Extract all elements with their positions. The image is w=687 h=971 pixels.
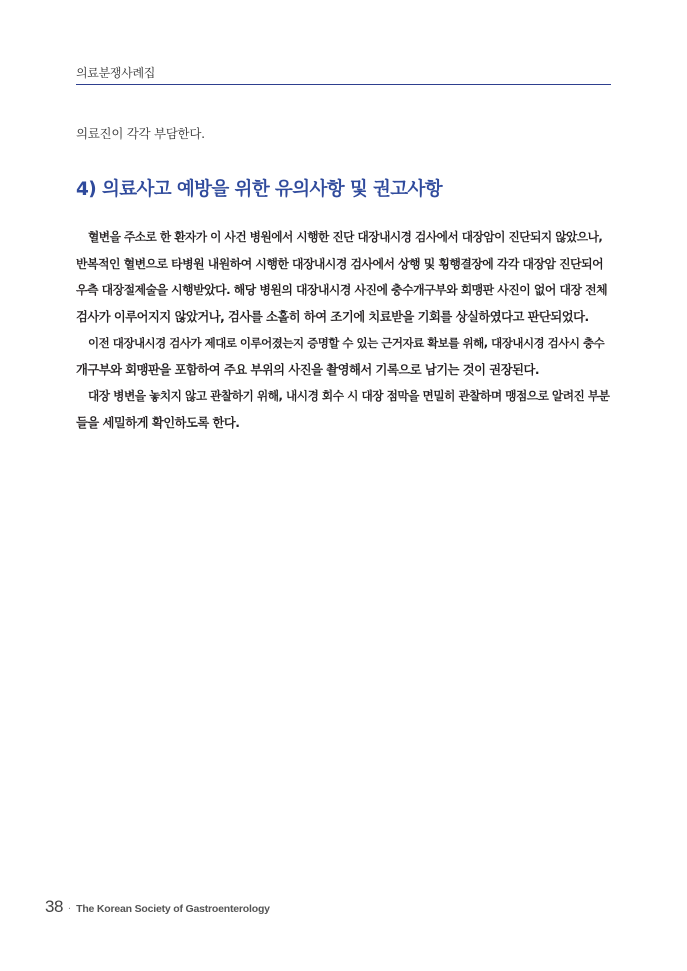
- running-header-title: 의료분쟁사례집: [76, 66, 156, 80]
- body-line-5: 이전 대장내시경 검사가 제대로 이루어졌는지 증명할 수 있는 근거자료 확보를 위해, 대장내시경 검사시 충수: [88, 336, 605, 350]
- body-line-2: 반복적인 혈변으로 타병원 내원하여 시행한 대장내시경 검사에서 상행 및 횡행결장에 각각 대장암 진단되어: [76, 256, 604, 271]
- page-number: 38: [45, 897, 63, 916]
- body-line-8: 들을 세밀하게 확인하도록 한다.: [76, 415, 240, 430]
- body-line-1: 혈변을 주소로 한 환자가 이 사건 병원에서 시행한 진단 대장내시경 검사에서 대장암이 진단되지 않았으나,: [88, 230, 603, 244]
- body-text: [76, 227, 611, 439]
- footer-separator: ·: [67, 904, 72, 915]
- body-line-3: 우측 대장절제술을 시행받았다. 해당 병원의 대장내시경 사진에 충수개구부와 회맹판 사진이 없어 대장 전체: [76, 283, 608, 297]
- intro-text: 의료진이 각각 부담한다.: [76, 126, 205, 141]
- body-line-7: 대장 병변을 놓치지 않고 관찰하기 위해, 내시경 회수 시 대장 점막을 면밀히 관찰하며 맹점으로 알려진 부분: [88, 389, 610, 403]
- footer-society-name: The Korean Society of Gastroenterology: [76, 903, 270, 915]
- page-footer: [45, 897, 270, 917]
- section-heading: 4) 의료사고 예방을 위한 유의사항 및 권고사항: [76, 179, 443, 200]
- header-divider: [76, 84, 611, 85]
- body-line-6: 개구부와 회맹판을 포함하여 주요 부위의 사진을 촬영해서 기록으로 남기는 것이 권장된다.: [76, 362, 539, 377]
- body-line-4: 검사가 이루어지지 않았거나, 검사를 소홀히 하여 조기에 치료받을 기회를 상실하였다고 판단되었다.: [76, 309, 589, 324]
